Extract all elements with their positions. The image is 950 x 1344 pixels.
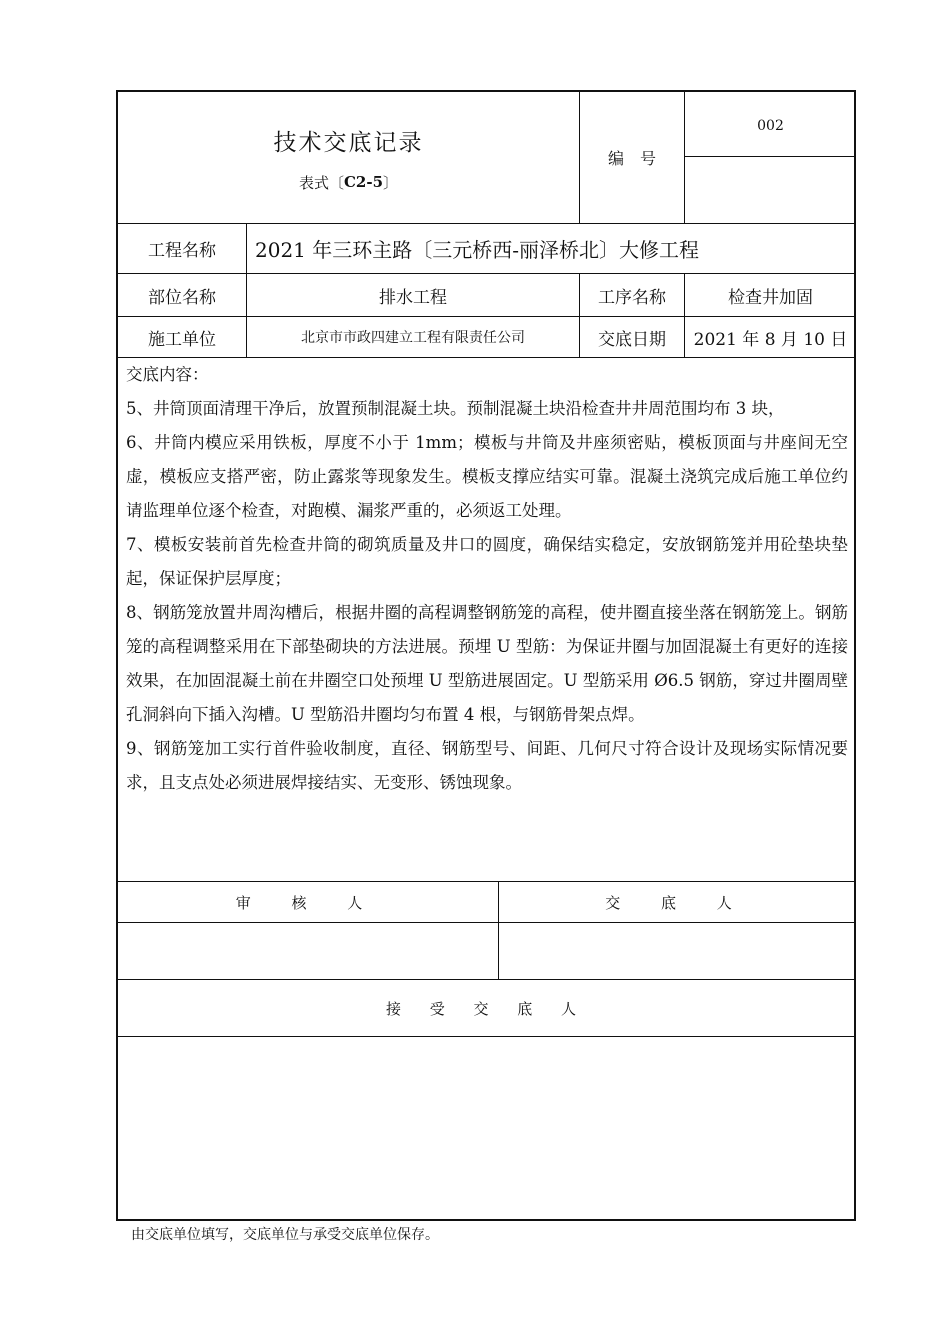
date-label: 交底日期 — [598, 329, 666, 350]
receiver-signature-field[interactable] — [118, 1037, 856, 1219]
discloser-label: 交 底 人 — [605, 893, 750, 912]
number-label: 编 号 — [607, 149, 656, 168]
part-label: 部位名称 — [148, 287, 216, 308]
project-name-label: 工程名称 — [148, 241, 216, 261]
content-heading: 交底内容： — [126, 365, 209, 384]
unit-value: 北京市市政四建立工程有限责任公司 — [301, 330, 525, 346]
disclosure-content — [126, 358, 848, 800]
content-paragraph: 6、井筒内模应采用铁板，厚度不小于 1mm；模板与井筒及井座须密贴，模板顶面与井座间无空虚，模板应支搭严密，防止露浆等现象发生。模板支撑应结实可靠。混凝土浇筑完成后施工单位约请监理单位逐个检查，对跑模、漏浆严重的，必须返工处理。 — [126, 433, 848, 520]
receiver-label: 接 受 交 底 人 — [385, 999, 589, 1018]
page-title: 技术交底记录 — [273, 129, 424, 156]
footnote: 由交底单位填写，交底单位与承受交底单位保存。 — [131, 1227, 439, 1243]
process-label: 工序名称 — [598, 287, 666, 308]
project-name-value: 2021 年三环主路〔三元桥西-丽泽桥北〕大修工程 — [255, 238, 700, 262]
number-divider — [684, 156, 856, 157]
discloser-signature-field[interactable] — [499, 923, 856, 979]
reviewer-label: 审 核 人 — [235, 893, 381, 912]
content-paragraph: 9、钢筋笼加工实行首件验收制度，直径、钢筋型号、间距、几何尺寸符合设计及现场实际情况要求，且支点处必须进展焊接结实、无变形、锈蚀现象。 — [126, 739, 848, 792]
part-value: 排水工程 — [379, 287, 447, 308]
content-paragraph: 5、井筒顶面清理干净后，放置预制混凝土块。预制混凝土块沿检查井井周范围均布 3 块， — [126, 399, 785, 418]
form-code — [118, 168, 579, 196]
form-code-prefix: 表式〔 — [298, 173, 344, 192]
process-value: 检查井加固 — [728, 287, 813, 308]
number-value: 002 — [757, 118, 784, 134]
form-code-value: C2-5 — [343, 173, 384, 191]
reviewer-signature-field[interactable] — [118, 923, 498, 979]
unit-label: 施工单位 — [148, 329, 216, 350]
disclosure-form — [116, 90, 856, 1221]
content-paragraph: 8、钢筋笼放置井周沟槽后，根据井圈的高程调整钢筋笼的高程，使井圈直接坐落在钢筋笼上。钢筋笼的高程调整采用在下部垫砌块的方法进展。预埋 U 型筋：为保证井圈与加固混凝土有更好的连接效果，在加固混凝土前在井圈空口处预埋 U 型筋进展固定。U 型筋采用 Ø6.5 钢筋，穿过井圈周壁孔洞斜向下插入沟槽。U 型筋沿井圈均匀布置 4 根，与钢筋骨架点焊。 — [126, 603, 848, 724]
form-code-suffix: 〕 — [383, 173, 399, 192]
date-value: 2021 年 8 月 10 日 — [693, 329, 848, 350]
content-paragraph: 7、模板安装前首先检查井筒的砌筑质量及井口的圆度，确保结实稳定，安放钢筋笼并用砼垫块垫起，保证保护层厚度； — [126, 535, 848, 588]
